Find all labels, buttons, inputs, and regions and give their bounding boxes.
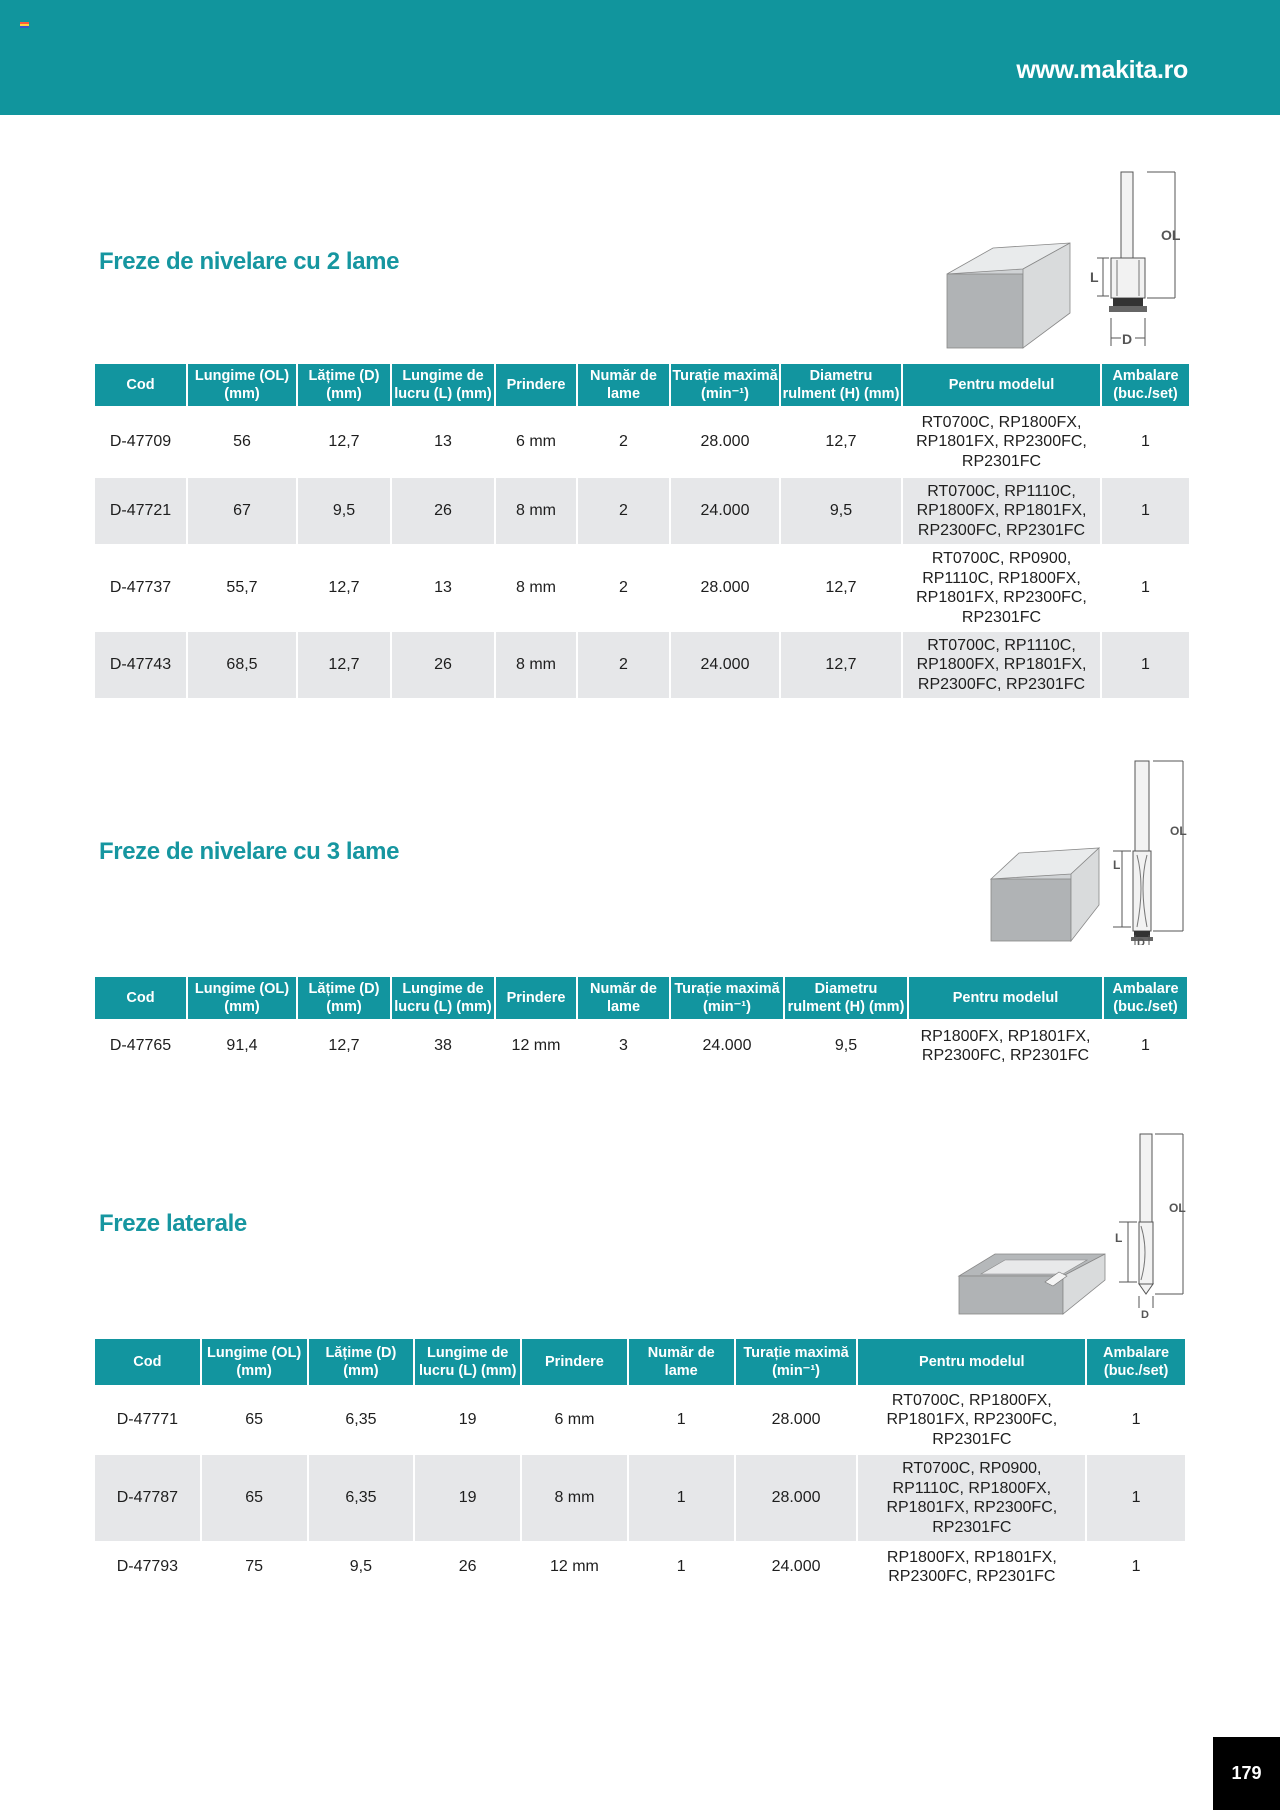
ol-label: OL <box>1169 1201 1186 1215</box>
cell: 9,5 <box>349 1558 373 1576</box>
section-title: Freze de nivelare cu 2 lame <box>99 248 400 275</box>
cell: 67 <box>188 478 296 544</box>
cell-models: RT0700C, RP1800FX, RP1801FX, RP2300FC, RP2301FC <box>886 1391 1058 1448</box>
router-bit-diagram-flush-3-blade <box>985 755 1195 945</box>
cell: 56 <box>233 433 251 451</box>
cell: 12,7 <box>781 632 901 698</box>
col-header: Lățime (D) (mm) <box>298 977 390 1019</box>
table-row <box>95 478 1189 544</box>
cell-code: D-47709 <box>109 433 172 451</box>
col-header: Diametru rulment (H) (mm) <box>785 977 907 1019</box>
ol-label: OL <box>1170 824 1187 838</box>
cell-code: D-47765 <box>109 1037 172 1055</box>
cell: 1 <box>1131 1411 1141 1429</box>
col-header: Prindere <box>522 1339 627 1385</box>
col-header: Turație maximă (min⁻¹) <box>736 1339 857 1385</box>
col-header: Turație maximă (min⁻¹) <box>671 977 783 1019</box>
col-header: Lungime de lucru (L) (mm) <box>415 1339 520 1385</box>
cell: 9,5 <box>298 478 390 544</box>
col-header: Număr de lame <box>578 977 669 1019</box>
col-header: Număr de lame <box>629 1339 734 1385</box>
table-row <box>95 1019 1187 1073</box>
col-header: Număr de lame <box>578 364 669 406</box>
col-header: Lățime (D) (mm) <box>298 364 390 406</box>
cell: 24.000 <box>671 632 779 698</box>
cell: 1 <box>1141 1037 1150 1055</box>
col-header: Cod <box>95 364 186 406</box>
col-header: Prindere <box>496 364 576 406</box>
cell: 8 mm <box>496 478 576 544</box>
cell: 12,7 <box>328 579 360 597</box>
cell-models: RT0700C, RP0900, RP1110C, RP1800FX, RP1801FX, RP2300FC, RP2301FC <box>916 550 1087 626</box>
cell: 2 <box>578 478 669 544</box>
col-header: Pentru modelul <box>909 977 1102 1019</box>
col-header: Lungime de lucru (L) (mm) <box>392 364 494 406</box>
cell-models: RP1800FX, RP1801FX, RP2300FC, RP2301FC <box>886 1548 1057 1585</box>
cell: 6 mm <box>516 433 556 451</box>
col-header: Lungime (OL) (mm) <box>202 1339 307 1385</box>
col-header: Turație maximă (min⁻¹) <box>671 364 779 406</box>
col-header: Lungime (OL) (mm) <box>188 977 296 1019</box>
cell: 8 mm <box>496 632 576 698</box>
cell-code: D-47737 <box>109 579 172 597</box>
cell: 2 <box>578 632 669 698</box>
cell: 1 <box>1141 579 1150 597</box>
spec-table-flush-3-blade <box>93 977 1189 1073</box>
router-bit-diagram-flush-2-blade <box>935 168 1195 353</box>
table-row <box>95 1455 1185 1541</box>
table-row <box>95 632 1189 698</box>
cell: 1 <box>1087 1455 1185 1541</box>
table-row <box>95 406 1189 478</box>
d-label: D <box>1141 1309 1149 1320</box>
section-title: Freze de nivelare cu 3 lame <box>99 838 400 865</box>
spec-table-flush-2-blade <box>93 364 1191 698</box>
cell: 24.000 <box>702 1037 752 1055</box>
cell: 75 <box>245 1558 264 1576</box>
website-url[interactable]: www.makita.ro <box>1016 56 1188 84</box>
col-header: Lungime de lucru (L) (mm) <box>392 977 494 1019</box>
cell: 28.000 <box>700 433 750 451</box>
spec-table-side-cutter <box>93 1339 1187 1593</box>
table-row <box>95 1385 1185 1455</box>
cell: 9,5 <box>781 478 901 544</box>
cell: 8 mm <box>522 1455 627 1541</box>
cell: 12,7 <box>328 1037 360 1055</box>
cell: 2 <box>619 579 628 597</box>
cell: 6,35 <box>309 1455 414 1541</box>
cell: 1 <box>1102 478 1189 544</box>
col-header: Ambalare (buc./set) <box>1087 1339 1185 1385</box>
cell: 65 <box>245 1411 264 1429</box>
page-header <box>0 0 1280 115</box>
cell: 6,35 <box>345 1411 377 1429</box>
cell: 19 <box>415 1455 520 1541</box>
cell: 12 mm <box>549 1558 599 1576</box>
cell-models: RT0700C, RP0900, RP1110C, RP1800FX, RP1801FX, RP2300FC, RP2301FC <box>858 1455 1085 1541</box>
page-number: 179 <box>1213 1737 1280 1810</box>
cell-code: D-47721 <box>95 478 186 544</box>
col-header: Lungime (OL) (mm) <box>188 364 296 406</box>
cell: 6 mm <box>554 1411 595 1429</box>
router-bit-diagram-side-cutter <box>955 1130 1195 1320</box>
col-header: Lățime (D) (mm) <box>309 1339 414 1385</box>
section-title: Freze laterale <box>99 1210 247 1237</box>
cell: 2 <box>619 433 628 451</box>
cell: 38 <box>434 1037 452 1055</box>
l-label: L <box>1115 1231 1123 1245</box>
col-header: Pentru modelul <box>903 364 1100 406</box>
cell: 12 mm <box>511 1037 561 1055</box>
cell-code: D-47793 <box>116 1558 179 1576</box>
col-header: Prindere <box>496 977 576 1019</box>
cell: 12,7 <box>298 632 390 698</box>
cell: 1 <box>1102 632 1189 698</box>
cell: 24.000 <box>671 478 779 544</box>
d-label: D <box>1122 331 1133 347</box>
cell: 28.000 <box>736 1455 857 1541</box>
cell: 19 <box>458 1411 477 1429</box>
cell: 65 <box>202 1455 307 1541</box>
cell: 1 <box>676 1558 686 1576</box>
cell-models: RT0700C, RP1800FX, RP1801FX, RP2300FC, RP2301FC <box>916 413 1087 470</box>
cell: 1 <box>629 1455 734 1541</box>
cell: 13 <box>434 433 452 451</box>
romania-flag-icon <box>20 22 29 28</box>
cell: 68,5 <box>188 632 296 698</box>
cell-code: D-47771 <box>116 1411 179 1429</box>
cell: 1 <box>1131 1558 1141 1576</box>
cell: 1 <box>1141 433 1150 451</box>
table-row <box>95 1541 1185 1593</box>
cell: 26 <box>392 478 494 544</box>
cell-models: RT0700C, RP1110C, RP1800FX, RP1801FX, RP2300FC, RP2301FC <box>903 632 1100 698</box>
cell: 9,5 <box>834 1037 858 1055</box>
ol-label: OL <box>1161 227 1181 243</box>
cell: 12,7 <box>328 433 360 451</box>
col-header: Cod <box>95 1339 200 1385</box>
cell: 12,7 <box>825 579 857 597</box>
cell: 28.000 <box>771 1411 821 1429</box>
d-label: D <box>1137 937 1145 945</box>
cell-models: RP1800FX, RP1801FX, RP2300FC, RP2301FC <box>920 1027 1091 1064</box>
col-header: Cod <box>95 977 186 1019</box>
cell: 3 <box>619 1037 628 1055</box>
col-header: Ambalare (buc./set) <box>1104 977 1187 1019</box>
cell: 26 <box>392 632 494 698</box>
col-header: Diametru rulment (H) (mm) <box>781 364 901 406</box>
cell: 91,4 <box>226 1037 258 1055</box>
cell-code: D-47743 <box>95 632 186 698</box>
cell: 55,7 <box>226 579 258 597</box>
cell: 12,7 <box>825 433 857 451</box>
cell: 24.000 <box>771 1558 821 1576</box>
cell-code: D-47787 <box>95 1455 200 1541</box>
cell: 26 <box>458 1558 477 1576</box>
cell: 28.000 <box>700 579 750 597</box>
cell: 13 <box>434 579 452 597</box>
cell: 1 <box>676 1411 686 1429</box>
cell-models: RT0700C, RP1110C, RP1800FX, RP1801FX, RP2300FC, RP2301FC <box>903 478 1100 544</box>
col-header: Ambalare (buc./set) <box>1102 364 1189 406</box>
col-header: Pentru modelul <box>858 1339 1085 1385</box>
l-label: L <box>1113 858 1121 872</box>
table-row <box>95 544 1189 632</box>
l-label: L <box>1090 269 1099 285</box>
cell: 8 mm <box>516 579 556 597</box>
